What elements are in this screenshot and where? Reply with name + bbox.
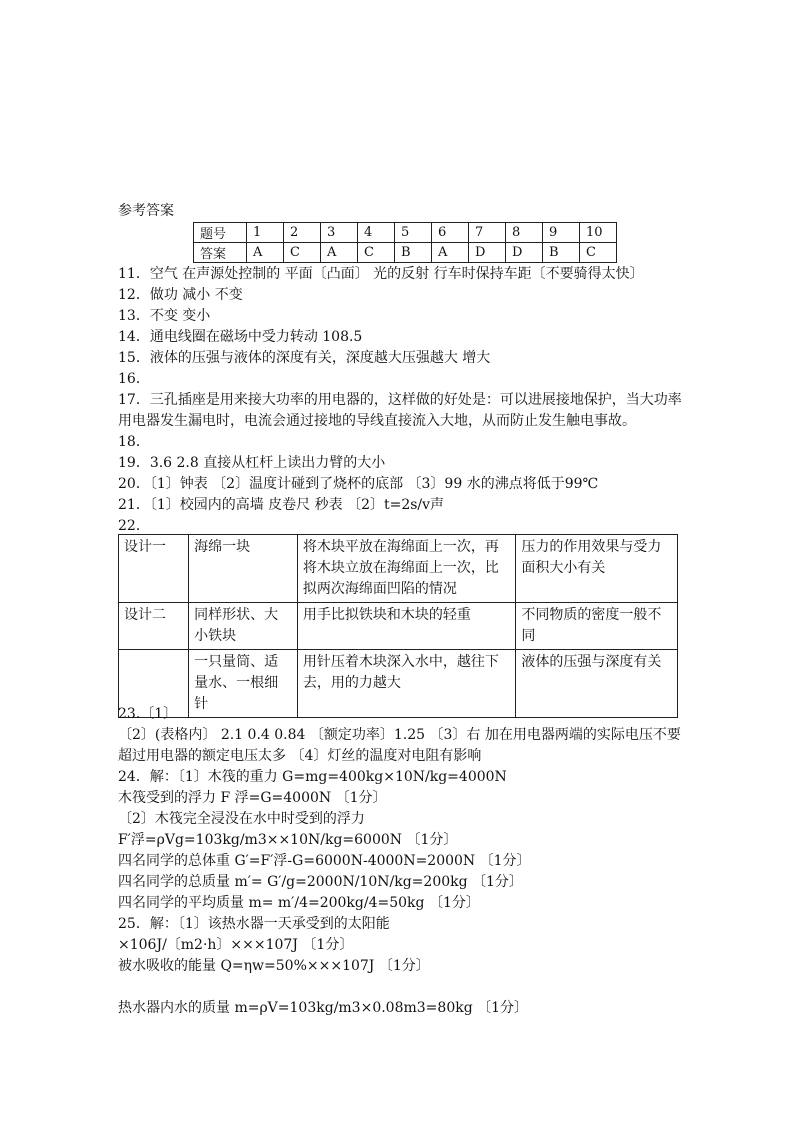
answer-line: 四名同学的平均质量 m= m′/4=200kg/4=50kg 〔1分〕 xyxy=(118,895,480,911)
experiment-design-table xyxy=(118,534,678,718)
answers-23-25 xyxy=(118,704,688,1019)
question-number: 4 xyxy=(358,223,395,243)
answer-cell: B xyxy=(395,243,432,263)
answer-cell: A xyxy=(432,243,469,263)
answers-11-22 xyxy=(118,264,688,537)
answer-line: 11．空气 在声源处控制的 平面〔凸面〕 光的反射 行车时保持车距〔不要骑得太快〕 xyxy=(118,266,644,282)
answer-line: 四名同学的总质量 m′= G′/g=2000N/10N/kg=200kg 〔1分〕 xyxy=(118,874,523,890)
answer-line: 热水器内水的质量 m=ρV=103kg/m3×0.08m3=80kg 〔1分〕 xyxy=(118,1000,529,1016)
answer-line: 20．〔1〕钟表 〔2〕温度计碰到了烧杯的底部 〔3〕99 水的沸点将低于99℃ xyxy=(118,476,599,492)
answer-line: 四名同学的总体重 G′=F′浮-G=6000N-4000N=2000N 〔1分〕 xyxy=(118,853,531,869)
answer-cell: D xyxy=(469,243,506,263)
question-number: 7 xyxy=(469,223,506,243)
question-number-row xyxy=(194,223,617,243)
row-label-answer: 答案 xyxy=(194,243,247,263)
question-number: 5 xyxy=(395,223,432,243)
answer-cell: B xyxy=(543,243,580,263)
answer-cell: C xyxy=(358,243,395,263)
answer-line: 19．3.6 2.8 直接从杠杆上读出力臂的大小 xyxy=(118,455,386,471)
answer-line: 23.〔1〕 xyxy=(118,706,178,722)
answer-line: 18． xyxy=(118,434,150,450)
design-cell: 同样形状、大小铁块 xyxy=(189,603,298,650)
answer-line: 22． xyxy=(118,518,150,534)
answer-line: 〔2〕木筏完全浸没在水中时受到的浮力 xyxy=(118,811,365,827)
blank-line xyxy=(118,977,688,998)
question-number: 2 xyxy=(284,223,321,243)
answer-line: 被水吸收的能量 Q=ηw=50%×××107J 〔1分〕 xyxy=(118,958,430,974)
answer-line: F′浮=ρVg=103kg/m3××10N/kg=6000N 〔1分〕 xyxy=(118,832,458,848)
row-label-number: 题号 xyxy=(194,223,247,243)
design-cell: 设计二 xyxy=(119,603,189,650)
design-cell: 液体的压强与深度有关 xyxy=(516,650,678,718)
answer-row xyxy=(194,243,617,263)
answer-line: 15．液体的压强与液体的深度有关，深度越大压强越大 增大 xyxy=(118,350,491,366)
page-title: 参考答案 xyxy=(118,203,174,219)
answer-key-table xyxy=(193,222,617,263)
answer-line: ×106J/〔m2·h〕×××107J 〔1分〕 xyxy=(118,937,354,953)
design-cell: 将木块平放在海绵面上一次，再将木块立放在海绵面上一次，比拟两次海绵面凹陷的情况 xyxy=(297,535,516,603)
design-cell: 用手比拟铁块和木块的轻重 xyxy=(297,603,516,650)
question-number: 1 xyxy=(247,223,284,243)
answer-line: 13．不变 变小 xyxy=(118,308,211,324)
design-cell: 压力的作用效果与受力面积大小有关 xyxy=(516,535,678,603)
design-row xyxy=(119,535,678,603)
design-cell: 不同物质的密度一般不同 xyxy=(516,603,678,650)
answer-line: 16． xyxy=(118,371,150,387)
answer-line: 〔2〕(表格内〕 2.1 0.4 0.84 〔额定功率〕1.25 〔3〕右 加在用电器两端的实际电压不要超过用电器的额定电压太多 〔4〕灯丝的温度对电阻有影响 xyxy=(118,727,681,764)
answer-line: 25．解：〔1〕该热水器一天承受到的太阳能 xyxy=(118,916,390,932)
question-number: 9 xyxy=(543,223,580,243)
answer-cell: C xyxy=(284,243,321,263)
answer-line: 12．做功 减小 不变 xyxy=(118,287,243,303)
answer-line: 24．解：〔1〕木筏的重力 G=mg=400kg×10N/kg=4000N xyxy=(118,769,507,785)
answer-cell: C xyxy=(580,243,617,263)
answer-line: 17．三孔插座是用来接大功率的用电器的，这样做的好处是：可以进展接地保护，当大功率用电器发生漏电时，电流会通过接地的导线直接流入大地，从而防止发生触电事故。 xyxy=(118,392,682,429)
question-number: 3 xyxy=(321,223,358,243)
answer-cell: A xyxy=(247,243,284,263)
question-number: 10 xyxy=(580,223,617,243)
design-cell: 用针压着木块深入水中，越往下去，用的力越大 xyxy=(297,650,516,718)
answer-line: 21．〔1〕校园内的高墙 皮卷尺 秒表 〔2〕t=2s/v声 xyxy=(118,497,445,513)
design-cell: 海绵一块 xyxy=(189,535,298,603)
design-cell: 设计一 xyxy=(119,535,189,603)
question-number: 8 xyxy=(506,223,543,243)
question-number: 6 xyxy=(432,223,469,243)
answer-cell: D xyxy=(506,243,543,263)
design-row xyxy=(119,603,678,650)
design-cell: 一只量筒、适量水、一根细针 xyxy=(189,650,298,718)
answer-line: 14．通电线圈在磁场中受力转动 108.5 xyxy=(118,329,363,345)
answer-cell: A xyxy=(321,243,358,263)
answer-line: 木筏受到的浮力 F 浮=G=4000N 〔1分〕 xyxy=(118,790,387,806)
